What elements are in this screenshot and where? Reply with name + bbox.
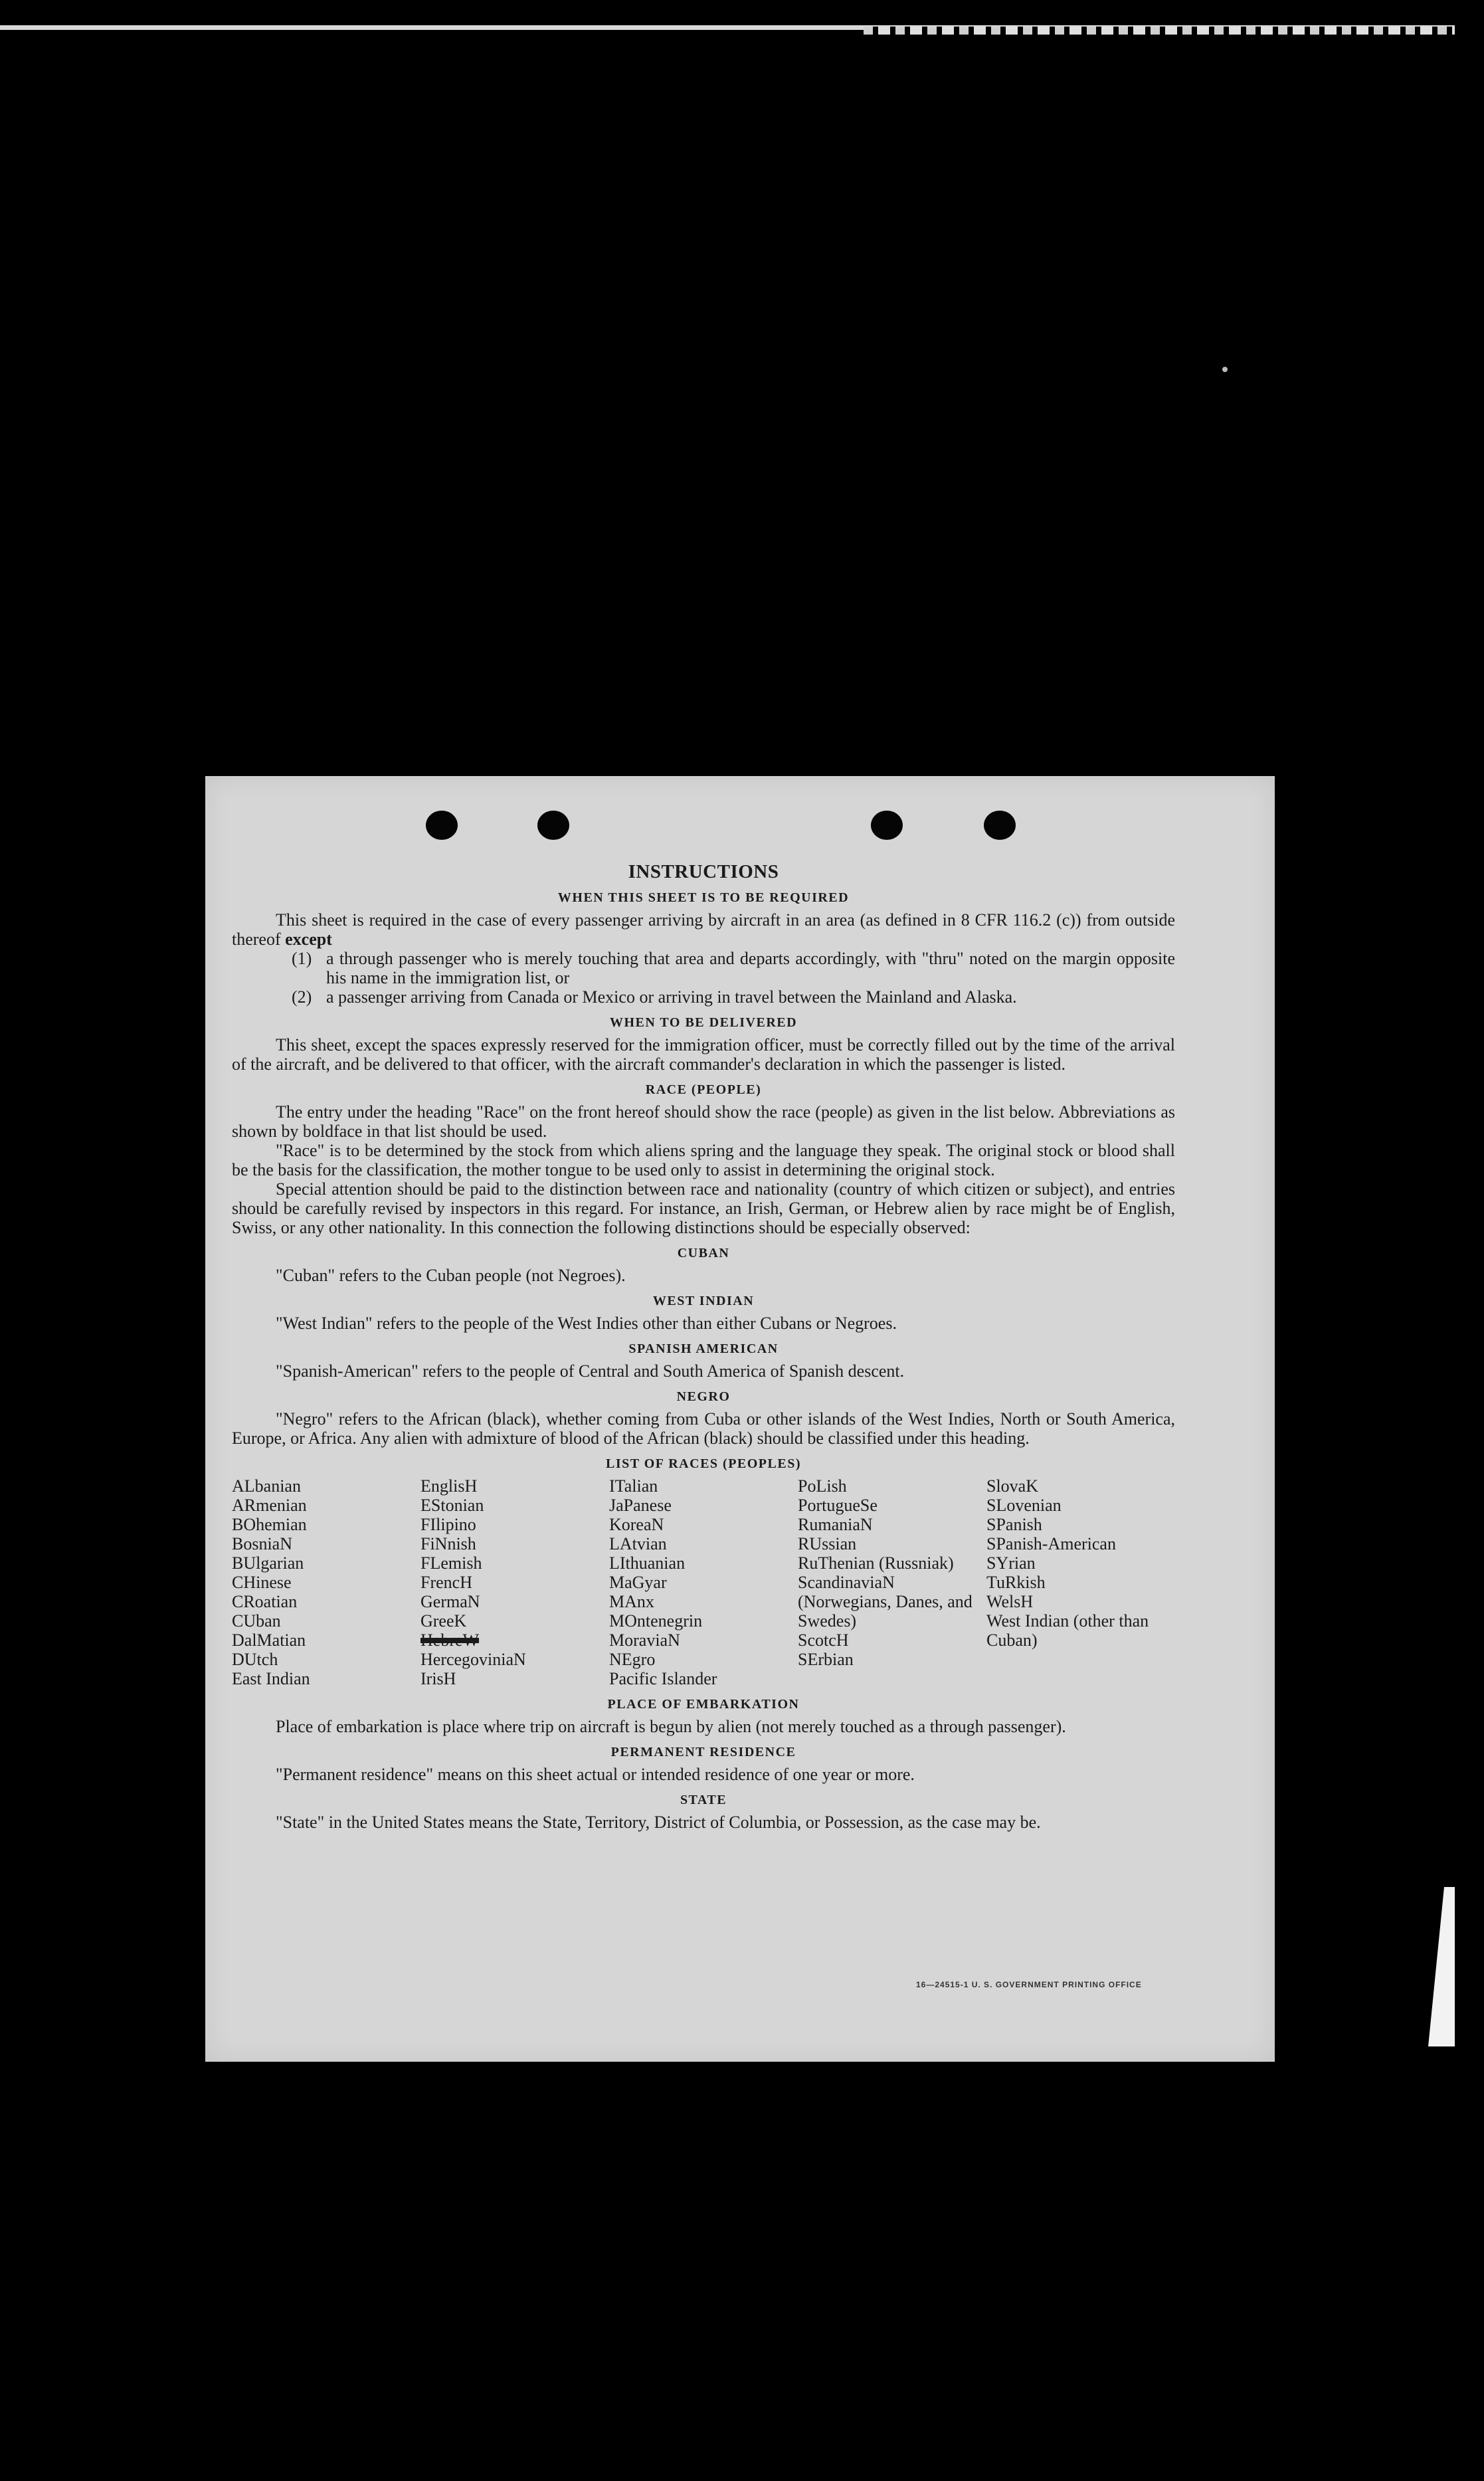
race-entry: RuThenian (Russniak) [798,1553,954,1573]
race-entry: Pacific Islander [609,1669,717,1688]
race-entry: CHinese [232,1573,292,1592]
race-entry: PortugueSe [798,1496,878,1515]
heading-west-indian: WEST INDIAN [652,1294,755,1308]
heading-state: STATE [680,1793,727,1807]
embarkation-text: Place of embarkation is place where trip on aircraft is begun by alien (not merely touched as a through passenger). [276,1717,1066,1736]
race-entry: DUtch [232,1650,278,1669]
race-entry: CUban [232,1611,281,1631]
race-entry: IrisH [420,1669,456,1688]
film-speck [1222,367,1228,372]
race-entry: SErbian [798,1650,854,1669]
race-paragraph-2: "Race" is to be determined by the stock from which aliens spring and the language they speak. The original stock or blood shall be the basis for the classification, the mother tongue to be used only to assist in determining the original stock. [232,1141,1175,1179]
race-entry: NEgro [609,1650,656,1669]
race-entry: MAnx [609,1592,654,1611]
race-entry: SYrian [986,1553,1036,1573]
heading-spanish-american: SPANISH AMERICAN [628,1341,779,1356]
race-entry: MaGyar [609,1573,667,1592]
punch-hole [537,811,569,840]
west-indian-text: "West Indian" refers to the people of the West Indies other than either Cubans or Negroes. [276,1314,897,1333]
race-entry: ARmenian [232,1496,307,1515]
race-entry: PoLish [798,1476,847,1496]
race-entry: EStonian [420,1496,484,1515]
race-entry: SlovaK [986,1476,1038,1496]
race-entry: ALbanian [232,1476,301,1496]
race-entry: LAtvian [609,1534,667,1553]
race-entry: WelsH [986,1592,1034,1611]
races-column [232,1476,420,1688]
race-entry: BOhemian [232,1515,307,1534]
race-entry: FiNnish [420,1534,476,1553]
race-entry: LIthuanian [609,1553,686,1573]
race-entry: FrencH [420,1573,472,1592]
race-entry: ScotcH [798,1631,849,1650]
heading-list-of-races: LIST OF RACES (PEOPLES) [605,1456,801,1471]
instruction-sheet [205,776,1275,2062]
heading-when-required: WHEN THIS SHEET IS TO BE REQUIRED [557,890,850,905]
race-entry: BosniaN [232,1534,292,1553]
race-entry: DalMatian [232,1631,306,1650]
race-entry: SLovenian [986,1496,1062,1515]
spanish-american-text: "Spanish-American" refers to the people of Central and South America of Spanish descent. [276,1361,905,1381]
race-entry: KoreaN [609,1515,664,1534]
punch-hole [984,811,1016,840]
punch-hole [426,811,458,840]
heading-place-of-embarkation: PLACE OF EMBARKATION [607,1697,800,1712]
race-entry: GermaN [420,1592,480,1611]
heading-negro: NEGRO [676,1389,731,1404]
race-entry: MoraviaN [609,1631,680,1650]
race-entry: RUssian [798,1534,857,1553]
races-column [420,1476,609,1688]
races-column [609,1476,798,1688]
heading-permanent-residence: PERMANENT RESIDENCE [610,1745,796,1759]
race-entry: GreeK [420,1611,467,1631]
race-entry: East Indian [232,1669,310,1688]
race-entry: RumaniaN [798,1515,873,1534]
races-column [986,1476,1172,1688]
when-required-text: This sheet is required in the case of every passenger arriving by aircraft in an area (as defined in 8 CFR 116.2 (c)) from outside thereof except [232,910,1175,949]
race-entry-struck: HebreW [420,1631,480,1650]
negro-text: "Negro" refers to the African (black), whether coming from Cuba or other islands of the West Indies, North or South America, Europe, or Africa. Any alien with admixture of blood of the African (black) should be classified under this heading. [232,1409,1175,1448]
races-column [798,1476,986,1688]
film-top-border-marks [864,27,1455,35]
race-entry: FIlipino [420,1515,476,1534]
document-title: INSTRUCTIONS [628,861,779,882]
race-paragraph-1: The entry under the heading "Race" on the front hereof should show the race (people) as given in the list below. Abbreviations as shown by boldface in that list should be used. [232,1102,1175,1141]
race-entry: West Indian (other than Cuban) [986,1611,1149,1650]
race-entry: FLemish [420,1553,482,1573]
race-entry: ITalian [609,1476,658,1496]
when-delivered-text: This sheet, except the spaces expressly reserved for the immigration officer, must be correctly filled out by the time of the arrival of the aircraft, and be delivered to that officer, with the aircraft commander's declaration in which the passenger is listed. [232,1035,1175,1074]
permanent-residence-text: "Permanent residence" means on this sheet actual or intended residence of one year or more. [276,1765,915,1784]
race-entry: EnglisH [420,1476,478,1496]
race-entry: SPanish-American [986,1534,1116,1553]
exception-item: (1) a through passenger who is merely touching that area and departs accordingly, with "thru" noted on the margin opposite his name in the immigration list, or [292,949,1175,987]
race-entry: SPanish [986,1515,1042,1534]
race-entry: BUlgarian [232,1553,304,1573]
race-entry: MOntenegrin [609,1611,703,1631]
race-entry: ScandinaviaN (Norwegians, Danes, and Swedes) [798,1573,973,1631]
cuban-text: "Cuban" refers to the Cuban people (not Negroes). [276,1266,626,1285]
race-entry: HercegoviniaN [420,1650,526,1669]
printer-code: 16—24515-1 U. S. GOVERNMENT PRINTING OFFICE [916,1980,1142,1989]
exception-item: (2) a passenger arriving from Canada or Mexico or arriving in travel between the Mainland and Alaska. [292,987,1017,1007]
race-entry: TuRkish [986,1573,1046,1592]
sheet-content [232,862,1175,1832]
race-paragraph-3: Special attention should be paid to the distinction between race and nationality (country of which citizen or subject), and entries should be carefully revised by inspectors in this regard. For instance, an Irish, German, or Hebrew alien by race might be of English, Swiss, or any other nationality. In this connection the following distinctions should be especially observed: [232,1179,1175,1237]
races-list [232,1476,1175,1688]
heading-race: RACE (PEOPLE) [645,1082,762,1097]
state-text: "State" in the United States means the State, Territory, District of Columbia, or Possession, as the case may be. [276,1813,1041,1832]
heading-when-delivered: WHEN TO BE DELIVERED [609,1015,798,1030]
adjacent-page-edge [1428,1887,1455,2046]
race-entry: JaPanese [609,1496,672,1515]
heading-cuban: CUBAN [677,1246,730,1260]
race-entry: CRoatian [232,1592,298,1611]
punch-hole [871,811,903,840]
